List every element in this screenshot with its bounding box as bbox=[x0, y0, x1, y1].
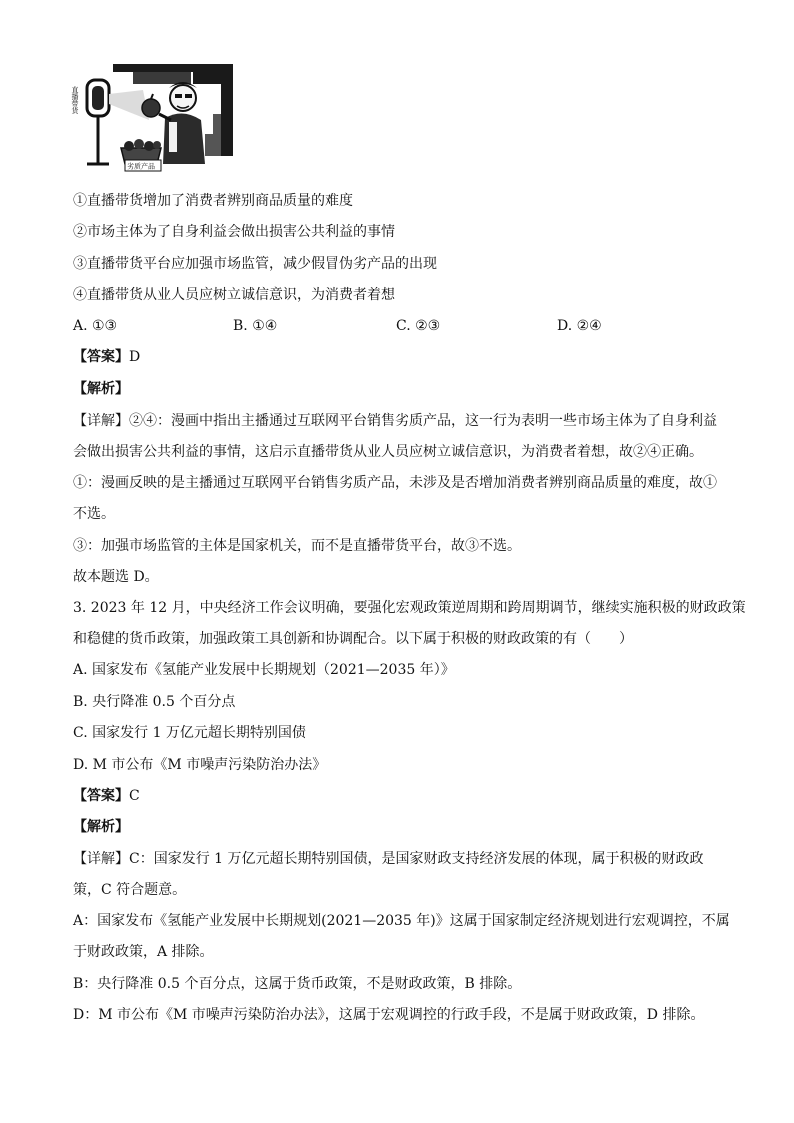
statement-3: ③直播带货平台应加强市场监管，减少假冒伪劣产品的出现 bbox=[73, 256, 437, 272]
q3-option-b: B. 央行降准 0.5 个百分点 bbox=[73, 694, 236, 710]
q3-stem-line-2: 和稳健的货币政策，加强政策工具创新和协调配合。以下属于积极的财政政策的有（ ） bbox=[73, 631, 633, 647]
q2-option-a: A. ①③ bbox=[73, 318, 118, 334]
statement-1: ①直播带货增加了消费者辨别商品质量的难度 bbox=[73, 193, 353, 209]
q3-detail-line-6: D：M 市公布《M 市噪声污染防治办法》，这属于宏观调控的行政手段，不是属于财政政策，D 排除。 bbox=[73, 1007, 705, 1023]
q3-detail-line-2: 策，C 符合题意。 bbox=[73, 882, 187, 898]
statement-4: ④直播带货从业人员应树立诚信意识，为消费者着想 bbox=[73, 287, 395, 303]
q2-detail-line-1: 【详解】②④：漫画中指出主播通过互联网平台销售劣质产品，这一行为表明一些市场主体为了自身利益 bbox=[73, 413, 717, 429]
q2-answer-value: D bbox=[129, 349, 141, 365]
live-streaming-cartoon bbox=[73, 64, 233, 176]
q3-answer-label: 【答案】 bbox=[73, 788, 129, 804]
q2-detail-line-3: ①：漫画反映的是主播通过互联网平台销售劣质产品，未涉及是否增加消费者辨别商品质量的难度，故① bbox=[73, 475, 717, 491]
q3-option-c: C. 国家发行 1 万亿元超长期特别国债 bbox=[73, 725, 306, 741]
q3-stem-line-1: 3. 2023 年 12 月，中央经济工作会议明确，要强化宏观政策逆周期和跨周期调节，继续实施积极的财政政策 bbox=[73, 600, 746, 616]
q2-detail-line-5: ③：加强市场监管的主体是国家机关，而不是直播带货平台，故③不选。 bbox=[73, 538, 521, 554]
q3-option-d: D. M 市公布《M 市噪声污染防治办法》 bbox=[73, 757, 327, 773]
q3-detail-line-3: A：国家发布《氢能产业发展中长期规划(2021—2035 年)》这属于国家制定经济规划进行宏观调控，不属 bbox=[73, 913, 730, 929]
q2-option-c: C. ②③ bbox=[396, 318, 441, 334]
cartoon-label-live-streaming: 直播带货 bbox=[71, 86, 79, 114]
q3-detail-line-4: 于财政政策，A 排除。 bbox=[73, 944, 214, 960]
statement-2: ②市场主体为了自身利益会做出损害公共利益的事情 bbox=[73, 224, 395, 240]
q2-option-d: D. ②④ bbox=[557, 318, 602, 334]
q3-option-a: A. 国家发布《氢能产业发展中长期规划（2021—2035 年）》 bbox=[73, 662, 455, 678]
q3-analysis-label: 【解析】 bbox=[73, 819, 129, 835]
q2-detail-line-2: 会做出损害公共利益的事情，这启示直播带货从业人员应树立诚信意识，为消费者着想，故②④正确。 bbox=[73, 444, 703, 460]
q2-answer-label: 【答案】 bbox=[73, 349, 129, 365]
q2-answer bbox=[73, 347, 733, 367]
q3-answer bbox=[73, 786, 733, 806]
q3-detail-line-1: 【详解】C：国家发行 1 万亿元超长期特别国债，是国家财政支持经济发展的体现，属于积极的财政政 bbox=[73, 851, 704, 867]
cartoon-label-inferior-products: 劣质产品 bbox=[127, 162, 155, 171]
q3-detail-line-5: B：央行降准 0.5 个百分点，这属于货币政策，不是财政政策，B 排除。 bbox=[73, 976, 522, 992]
q3-answer-value: C bbox=[129, 788, 140, 804]
q2-analysis-label: 【解析】 bbox=[73, 381, 129, 397]
q2-option-b: B. ①④ bbox=[233, 318, 278, 334]
q2-detail-line-4: 不选。 bbox=[73, 506, 115, 522]
q2-detail-line-6: 故本题选 D。 bbox=[73, 569, 159, 585]
